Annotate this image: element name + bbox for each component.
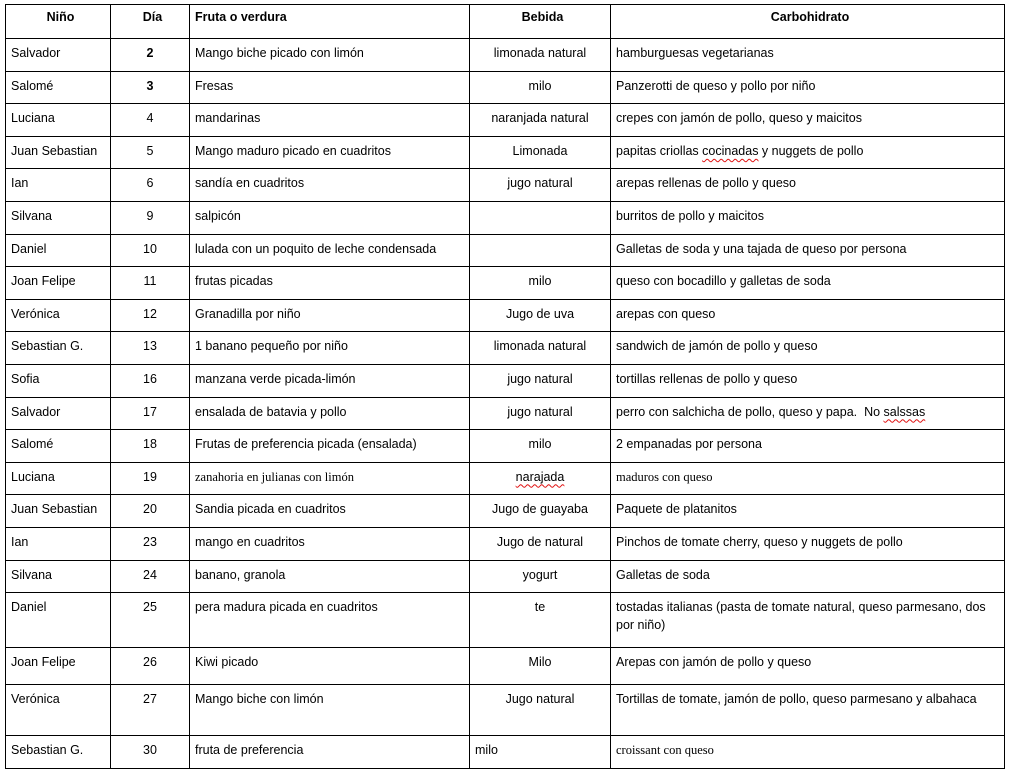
table-row <box>6 332 1005 365</box>
cell-carb: Panzerotti de queso y pollo por niño <box>611 71 1005 104</box>
cell-drink-text: milo <box>528 78 552 93</box>
cell-day: 2 <box>111 39 190 72</box>
cell-carb: Galletas de soda y una tajada de queso por persona <box>611 234 1005 267</box>
cell-carb-part: cocinadas <box>702 143 759 158</box>
table-row <box>6 430 1005 463</box>
cell-child: Sebastian G. <box>6 736 111 769</box>
cell-fruit: Mango biche con limón <box>190 685 470 736</box>
cell-fruit: frutas picadas <box>190 267 470 300</box>
cell-fruit: sandía en cuadritos <box>190 169 470 202</box>
cell-carb: maduros con queso <box>611 462 1005 495</box>
cell-drink <box>470 593 611 648</box>
cell-fruit: mango en cuadritos <box>190 527 470 560</box>
cell-drink-text: Jugo natural <box>505 692 575 707</box>
table-row <box>6 593 1005 648</box>
table-row <box>6 71 1005 104</box>
table-row <box>6 560 1005 593</box>
table-row <box>6 267 1005 300</box>
cell-drink <box>470 267 611 300</box>
cell-child: Joan Felipe <box>6 648 111 685</box>
cell-carb: Paquete de platanitos <box>611 495 1005 528</box>
cell-child: Salvador <box>6 397 111 430</box>
snack-schedule-table <box>5 4 1005 769</box>
cell-carb: arepas con queso <box>611 299 1005 332</box>
cell-carb: tortillas rellenas de pollo y queso <box>611 364 1005 397</box>
cell-day: 27 <box>111 685 190 736</box>
table-row <box>6 136 1005 169</box>
cell-drink <box>470 39 611 72</box>
cell-child: Salomé <box>6 71 111 104</box>
cell-fruit: mandarinas <box>190 104 470 137</box>
cell-carb-part: papitas criollas <box>616 143 703 158</box>
cell-carb: 2 empanadas por persona <box>611 430 1005 463</box>
cell-fruit: 1 banano pequeño por niño <box>190 332 470 365</box>
cell-fruit: ensalada de batavia y pollo <box>190 397 470 430</box>
cell-fruit: Granadilla por niño <box>190 299 470 332</box>
cell-fruit: Mango maduro picado en cuadritos <box>190 136 470 169</box>
cell-day: 26 <box>111 648 190 685</box>
cell-fruit: lulada con un poquito de leche condensada <box>190 234 470 267</box>
cell-child: Verónica <box>6 299 111 332</box>
table-row <box>6 201 1005 234</box>
cell-day: 25 <box>111 593 190 648</box>
cell-drink-text: jugo natural <box>507 404 573 419</box>
cell-drink-text: jugo natural <box>507 176 573 191</box>
cell-child: Juan Sebastian <box>6 136 111 169</box>
cell-day: 5 <box>111 136 190 169</box>
cell-child: Silvana <box>6 201 111 234</box>
cell-carb <box>611 397 1005 430</box>
cell-carb: Arepas con jamón de pollo y queso <box>611 648 1005 685</box>
cell-fruit: Fresas <box>190 71 470 104</box>
cell-carb: crepes con jamón de pollo, queso y maicitos <box>611 104 1005 137</box>
cell-drink <box>470 201 611 234</box>
cell-carb: tostadas italianas (pasta de tomate natural, queso parmesano, dos por niño) <box>611 593 1005 648</box>
cell-day: 23 <box>111 527 190 560</box>
table-row <box>6 169 1005 202</box>
cell-drink-text: naranjada natural <box>491 111 589 126</box>
table-row <box>6 234 1005 267</box>
cell-drink <box>470 104 611 137</box>
cell-carb-part: salssas <box>883 404 926 419</box>
cell-drink <box>470 332 611 365</box>
cell-drink <box>470 527 611 560</box>
cell-drink-text: jugo natural <box>507 371 573 386</box>
cell-child: Daniel <box>6 234 111 267</box>
cell-day: 20 <box>111 495 190 528</box>
cell-drink <box>470 685 611 736</box>
cell-fruit: Mango biche picado con limón <box>190 39 470 72</box>
cell-child: Sofia <box>6 364 111 397</box>
cell-drink <box>470 648 611 685</box>
cell-fruit: fruta de preferencia <box>190 736 470 769</box>
cell-fruit: Kiwi picado <box>190 648 470 685</box>
cell-child: Salvador <box>6 39 111 72</box>
header-fruit: Fruta o verdura <box>190 5 470 39</box>
cell-drink-text: narajada <box>515 469 565 484</box>
cell-day: 6 <box>111 169 190 202</box>
cell-child: Juan Sebastian <box>6 495 111 528</box>
cell-carb <box>611 136 1005 169</box>
cell-day: 3 <box>111 71 190 104</box>
cell-day: 11 <box>111 267 190 300</box>
cell-fruit: zanahoria en julianas con limón <box>190 462 470 495</box>
table-row <box>6 299 1005 332</box>
cell-fruit: banano, granola <box>190 560 470 593</box>
cell-child: Ian <box>6 169 111 202</box>
cell-drink-text: Milo <box>528 655 552 670</box>
cell-day: 4 <box>111 104 190 137</box>
cell-carb: croissant con queso <box>611 736 1005 769</box>
cell-drink-text: limonada natural <box>493 339 587 354</box>
cell-carb: queso con bocadillo y galletas de soda <box>611 267 1005 300</box>
cell-drink <box>470 736 611 769</box>
header-drink: Bebida <box>470 5 611 39</box>
cell-fruit: manzana verde picada-limón <box>190 364 470 397</box>
table-row <box>6 104 1005 137</box>
cell-carb-part: y nuggets de pollo <box>758 143 864 158</box>
cell-day: 24 <box>111 560 190 593</box>
cell-drink <box>470 462 611 495</box>
table-row <box>6 39 1005 72</box>
header-day: Día <box>111 5 190 39</box>
cell-drink-text: milo <box>528 274 552 289</box>
cell-drink-text: limonada natural <box>493 46 587 60</box>
cell-day: 30 <box>111 736 190 769</box>
cell-drink <box>470 71 611 104</box>
cell-drink <box>470 364 611 397</box>
cell-day: 19 <box>111 462 190 495</box>
cell-child: Daniel <box>6 593 111 648</box>
table-row <box>6 648 1005 685</box>
cell-drink-text: Jugo de guayaba <box>492 502 588 517</box>
cell-child: Ian <box>6 527 111 560</box>
cell-fruit: pera madura picada en cuadritos <box>190 593 470 648</box>
table-row <box>6 527 1005 560</box>
cell-drink-text: te <box>534 600 546 615</box>
table-row <box>6 495 1005 528</box>
cell-drink-text: milo <box>528 437 552 452</box>
cell-child: Silvana <box>6 560 111 593</box>
cell-drink <box>470 136 611 169</box>
cell-drink-text: Jugo de uva <box>505 306 575 321</box>
cell-drink-text: milo <box>475 743 498 758</box>
cell-child: Luciana <box>6 104 111 137</box>
cell-child: Sebastian G. <box>6 332 111 365</box>
table-row <box>6 397 1005 430</box>
cell-carb: Pinchos de tomate cherry, queso y nuggets de pollo <box>611 527 1005 560</box>
table-row <box>6 462 1005 495</box>
cell-drink-text: yogurt <box>522 567 558 582</box>
cell-day: 17 <box>111 397 190 430</box>
cell-fruit: Sandia picada en cuadritos <box>190 495 470 528</box>
cell-carb: arepas rellenas de pollo y queso <box>611 169 1005 202</box>
table-row <box>6 685 1005 736</box>
cell-day: 16 <box>111 364 190 397</box>
cell-carb: burritos de pollo y maicitos <box>611 201 1005 234</box>
cell-fruit: salpicón <box>190 201 470 234</box>
table-header-row <box>6 5 1005 39</box>
cell-fruit: Frutas de preferencia picada (ensalada) <box>190 430 470 463</box>
cell-carb-part: perro con salchicha de pollo, queso y papa. No <box>616 404 884 419</box>
table-row <box>6 736 1005 769</box>
cell-drink-text: Limonada <box>512 143 568 158</box>
cell-drink <box>470 169 611 202</box>
cell-child: Joan Felipe <box>6 267 111 300</box>
cell-drink <box>470 397 611 430</box>
cell-drink <box>470 299 611 332</box>
header-carb: Carbohidrato <box>611 5 1005 39</box>
cell-drink <box>470 430 611 463</box>
cell-child: Salomé <box>6 430 111 463</box>
cell-day: 9 <box>111 201 190 234</box>
cell-child: Verónica <box>6 685 111 736</box>
cell-drink <box>470 234 611 267</box>
cell-carb: Galletas de soda <box>611 560 1005 593</box>
cell-carb: sandwich de jamón de pollo y queso <box>611 332 1005 365</box>
cell-day: 10 <box>111 234 190 267</box>
cell-drink-text: Jugo de natural <box>496 534 584 549</box>
header-child: Niño <box>6 5 111 39</box>
table-row <box>6 364 1005 397</box>
cell-day: 13 <box>111 332 190 365</box>
cell-carb: hamburguesas vegetarianas <box>611 39 1005 72</box>
cell-day: 18 <box>111 430 190 463</box>
cell-drink <box>470 560 611 593</box>
cell-day: 12 <box>111 299 190 332</box>
cell-child: Luciana <box>6 462 111 495</box>
cell-drink <box>470 495 611 528</box>
cell-carb: Tortillas de tomate, jamón de pollo, queso parmesano y albahaca <box>611 685 1005 736</box>
